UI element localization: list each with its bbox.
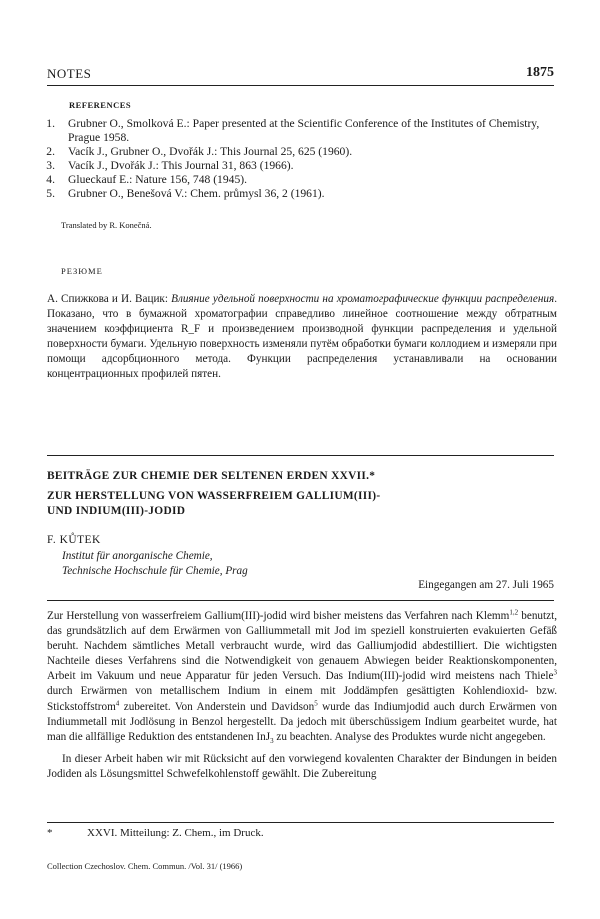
article-author: F. KŮTEK bbox=[47, 534, 101, 546]
article-affiliation: Institut für anorganische Chemie, Technische Hochschule für Chemie, Prag bbox=[62, 550, 248, 577]
resume-text: . Показано, что в бумажной хроматографии справедливо линейное соотношение между обтратным значением коэффициента R_F и произведением производной функции распределения и удельной поверхности бумаги. Удельную поверхность изменяли путём обработки бумаги коллодием и измеряли при помощи адсорбционного метода. Функции распределения устанавливали на основании концентрационных профилей пятен. bbox=[47, 293, 557, 380]
body-paragraph: In dieser Arbeit haben wir mit Rücksicht auf den vorwiegend kovalenten Charakter der Bindungen in beiden Jodiden als Lösungsmittel Schwefelkohlenstoff gewählt. Die Zubereitung bbox=[47, 752, 557, 780]
section-rule bbox=[47, 455, 554, 456]
references-list bbox=[35, 117, 557, 201]
resume-paper-title: Влияние удельной поверхности на хроматографические функции распределения bbox=[171, 293, 555, 305]
resume-heading: РЕЗЮМЕ bbox=[61, 266, 103, 276]
article-title: ZUR HERSTELLUNG VON WASSERFREIEM GALLIUM(III)- UND INDIUM(III)-JODID bbox=[47, 490, 381, 517]
resume-paragraph bbox=[47, 292, 557, 382]
resume-authors: А. Спижкова и И. Вацик: bbox=[47, 293, 172, 305]
article-body bbox=[47, 609, 557, 782]
footnote-rule bbox=[47, 822, 554, 823]
section-label: NOTES bbox=[47, 66, 92, 81]
received-rule bbox=[47, 600, 554, 601]
reference-item: 2. Vacík J., Grubner O., Dvořák J.: This Journal 25, 625 (1960). bbox=[46, 145, 353, 158]
references-heading: REFERENCES bbox=[69, 100, 132, 110]
reference-item: 1. Grubner O., Smolková E.: Paper presented at the Scientific Conference of the Institutes of Chemistry, Prague 1958. bbox=[46, 117, 540, 144]
page-number: 1875 bbox=[526, 65, 554, 80]
article-series-title: BEITRÄGE ZUR CHEMIE DER SELTENEN ERDEN XXVII.* bbox=[47, 470, 376, 482]
running-header bbox=[47, 66, 554, 86]
reference-item: 5. Grubner O., Benešová V.: Chem. průmysl 36, 2 (1961). bbox=[46, 187, 325, 200]
journal-footer: Collection Czechoslov. Chem. Commun. /Vol. 31/ (1966) bbox=[47, 861, 243, 871]
reference-item: 4. Glueckauf E.: Nature 156, 748 (1945). bbox=[46, 173, 248, 186]
footnote: * XXVI. Mitteilung: Z. Chem., im Druck. bbox=[47, 827, 264, 839]
header-rule bbox=[47, 85, 554, 86]
received-date: Eingegangen am 27. Juli 1965 bbox=[418, 579, 554, 591]
translator-credit: Translated by R. Konečná. bbox=[61, 220, 152, 230]
reference-item: 3. Vacík J., Dvořák J.: This Journal 31, 863 (1966). bbox=[46, 159, 294, 172]
body-paragraph: Zur Herstellung von wasserfreiem Gallium(III)-jodid wird bisher meistens das Verfahren nach Klemm$^{1,2}$ benutzt, das grundsätzlich auf dem Erwärmen von Galliummetall mit Jod im speziell konstruierten evakuierten Gefäß beruht. Nachdem sämtliches Metall verbraucht wurde, wird das Galliumjodid abdestilliert. Die wichtigsten Nachteile dieses Verfahrens sind die Notwendigkeit von genauem Abwiegen beider Reaktionskomponenten, Arbeit im Vakuum und neue Apparatur für jeden Versuch. Das Indium(III)-jodid wird meistens nach Thiele$^3$ durch Erwärmen von metallischem Indium in einem mit Joddämpfen gesättigten Kohlendioxid- bzw. Stickstoffstrom$^4$ zubereitet. Von Anderstein und Davidson$^5$ wurde das Indiumjodid auch durch Erwärmen von Indiummetall mit Jodlösung in Benzol hergestellt. Da jedoch mit überschüssigem Indium gearbeitet wurde, hat man die allfällige Reduktion des entstandenen InJ$_3$ zu beachten. Analyse des Produktes wurde nicht angegeben. bbox=[47, 608, 557, 745]
